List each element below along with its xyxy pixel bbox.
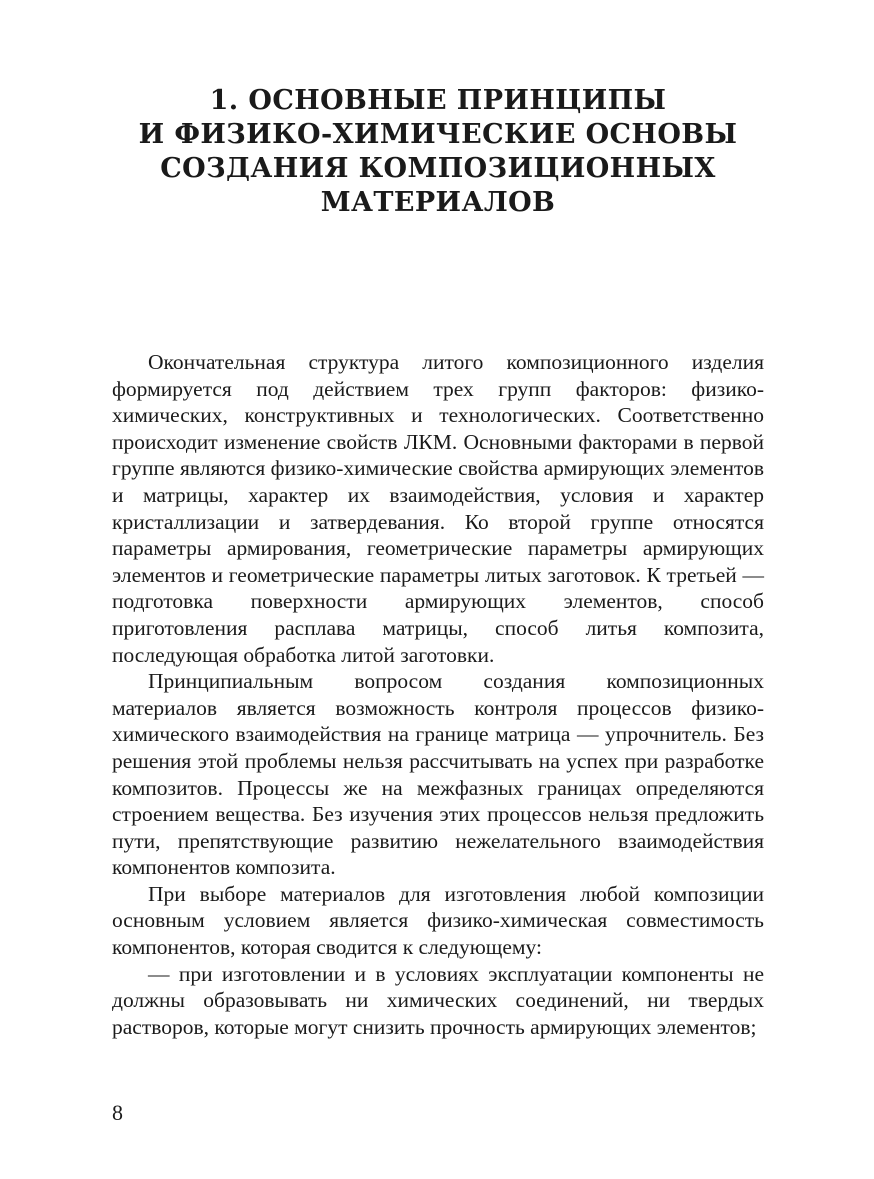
chapter-title-line: 1. ОСНОВНЫЕ ПРИНЦИПЫ xyxy=(209,85,667,116)
list-item-no-compounds: — при изготовлении и в условиях эксплуатации компоненты не должны образовывать ни химических соединений, ни твердых растворов, которые могут снизить прочность армирующих элементов; xyxy=(112,961,764,1039)
chapter-title-line: И ФИЗИКО-ХИМИЧЕСКИЕ ОСНОВЫ xyxy=(138,119,738,150)
chapter-title-line: СОЗДАНИЯ КОМПОЗИЦИОННЫХ xyxy=(160,153,716,184)
chapter-title xyxy=(112,84,764,220)
paragraph-factors: Окончательная структура литого композиционного изделия формируется под действием трех групп факторов: физико-химических, конструктивных и технологических. Соответственно происходит изменение свойств ЛКМ. Основными факторами в первой группе являются физико-химические свойства армирующих элементов и матрицы, характер их взаимодействия, условия и характер кристаллизации и затвердевания. Ко второй группе относятся параметры армирования, геометрические параметры армирующих элементов и геометрические параметры литых заготовок. К третьей — подготовка поверхности армирующих элементов, способ приготовления расплава матрицы, способ литья композита, последующая обработка литой заготовки. xyxy=(112,350,764,667)
chapter-title-line: МАТЕРИАЛОВ xyxy=(320,187,556,218)
page-content xyxy=(112,84,764,1039)
paragraph-compatibility: При выборе материалов для изготовления любой композиции основным условием является физико-химическая совместимость компонентов, которая сводится к следующему: xyxy=(112,881,764,960)
body-text xyxy=(112,349,764,1040)
page-number: 8 xyxy=(112,1100,123,1125)
paragraph-interaction-control: Принципиальным вопросом создания композиционных материалов является возможность контроля процессов физико-химического взаимодействия на границе матрица — упрочнитель. Без решения этой проблемы нельзя рассчитывать на успех при разработке композитов. Процессы же на межфазных границах определяются строением вещества. Без изучения этих процессов нельзя предложить пути, препятствующие развитию нежелательного взаимодействия компонентов композита. xyxy=(112,669,764,880)
